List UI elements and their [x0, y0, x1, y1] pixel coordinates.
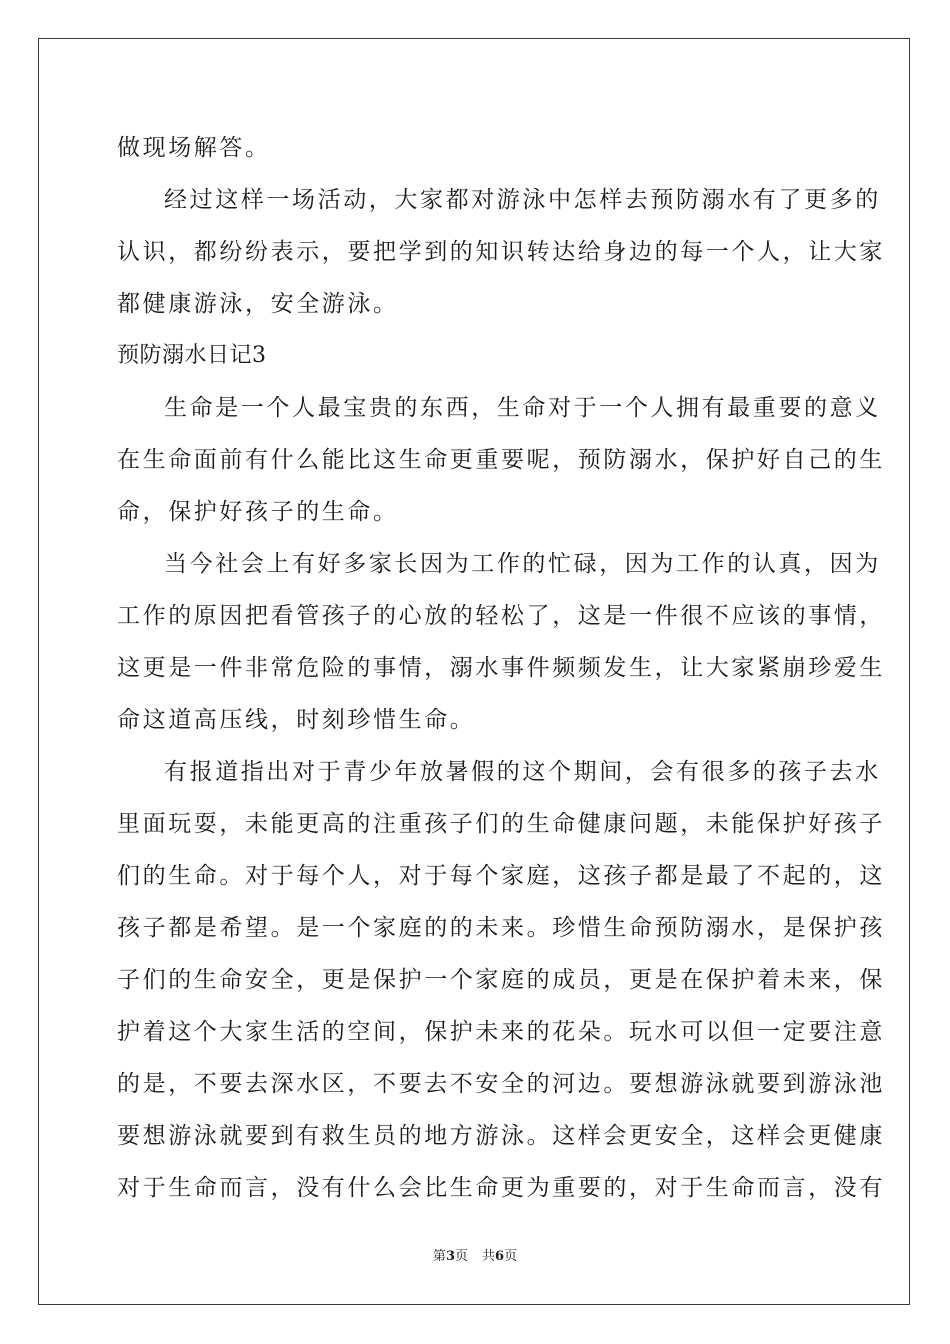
paragraph-start-line: 经过这样一场活动，大家都对游泳中怎样去预防溺水有了更多的 — [164, 187, 881, 213]
current-page-number: 3 — [445, 1249, 455, 1264]
paragraph-start-line: 当今社会上有好多家长因为工作的忙碌，因为工作的认真，因为 — [164, 551, 881, 577]
total-pages-prefix: 共 — [482, 1249, 496, 1264]
paragraph-start-line: 生命是一个人最宝贵的东西，生命对于一个人拥有最重要的意义 — [164, 395, 881, 421]
text-line: 对于生命而言，没有什么会比生命更为重要的，对于生命而言，没有 — [117, 1175, 885, 1201]
text-line: 认识，都纷纷表示，要把学到的知识转达给身边的每一个人，让大家 — [117, 239, 885, 265]
text-line: 子们的生命安全，更是保护一个家庭的成员，更是在保护着未来，保 — [117, 967, 885, 993]
text-line: 护着这个大家生活的空间，保护未来的花朵。玩水可以但一定要注意 — [117, 1019, 885, 1045]
text-line: 做现场解答。 — [117, 135, 271, 161]
text-line: 在生命面前有什么能比这生命更重要呢，预防溺水，保护好自己的生 — [117, 447, 885, 473]
text-line: 工作的原因把看管孩子的心放的轻松了，这是一件很不应该的事情， — [117, 603, 885, 629]
text-line: 要想游泳就要到有救生员的地方游泳。这样会更安全，这样会更健康 — [117, 1123, 885, 1149]
text-line: 命，保护好孩子的生命。 — [117, 499, 399, 525]
total-pages-suffix: 页 — [504, 1249, 518, 1264]
text-line: 们的生命。对于每个人，对于每个家庭，这孩子都是最了不起的，这 — [117, 863, 885, 889]
text-line: 孩子都是希望。是一个家庭的的未来。珍惜生命预防溺水，是保护孩 — [117, 915, 885, 941]
text-line: 的是，不要去深水区，不要去不安全的河边。要想游泳就要到游泳池 — [117, 1071, 885, 1097]
section-heading: 预防溺水日记3 — [117, 343, 267, 368]
total-page-count: 6 — [495, 1249, 505, 1264]
text-line: 都健康游泳，安全游泳。 — [117, 291, 399, 317]
page-number-suffix: 页 — [454, 1249, 468, 1264]
page-footer — [0, 1245, 950, 1264]
document-body — [117, 122, 885, 1214]
text-line: 命这道高压线，时刻珍惜生命。 — [117, 707, 476, 733]
text-line: 里面玩耍，未能更高的注重孩子们的生命健康问题，未能保护好孩子 — [117, 811, 885, 837]
page-number-prefix: 第 — [432, 1249, 446, 1264]
paragraph-start-line: 有报道指出对于青少年放暑假的这个期间，会有很多的孩子去水 — [164, 759, 881, 785]
text-line: 这更是一件非常危险的事情，溺水事件频频发生，让大家紧崩珍爱生 — [117, 655, 885, 681]
